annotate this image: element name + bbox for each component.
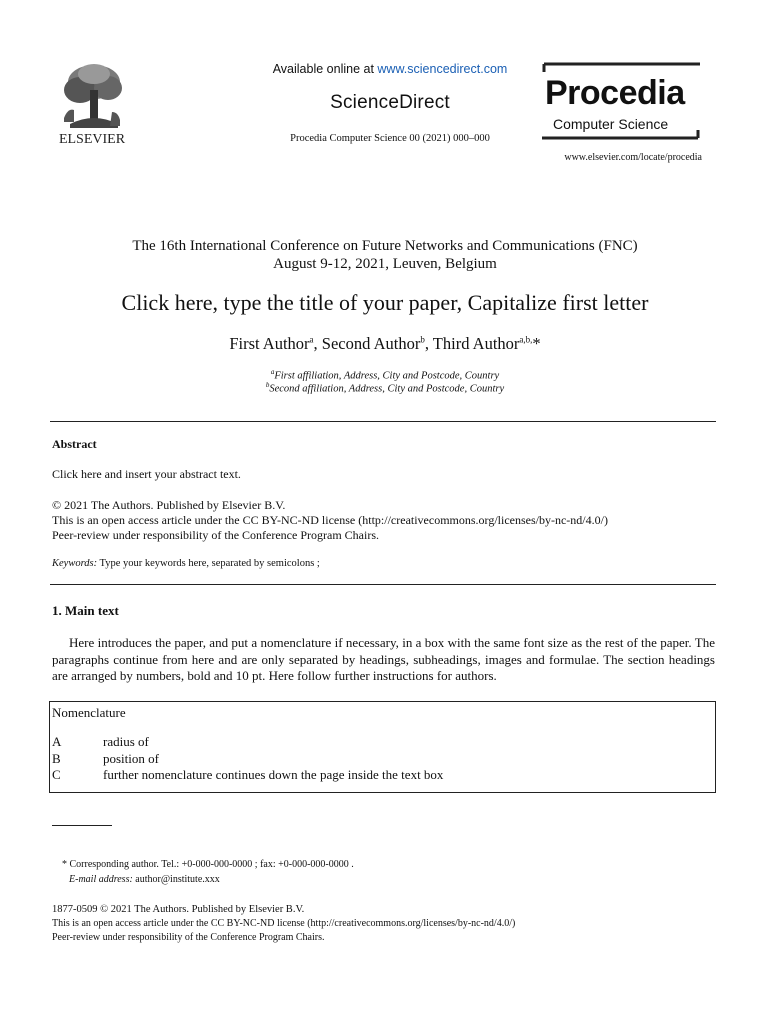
copyright-line: © 2021 The Authors. Published by Elsevier B.V. <box>52 498 286 512</box>
footnote-rule <box>52 825 112 826</box>
peer-review-line: Peer-review under responsibility of the Conference Program Chairs. <box>52 528 379 542</box>
keywords-text[interactable]: Type your keywords here, separated by semicolons ; <box>97 558 320 569</box>
nomenclature-description: radius of <box>103 734 149 749</box>
keywords-line <box>52 558 320 569</box>
paper-title[interactable]: Click here, type the title of your paper, Capitalize first letter <box>121 290 649 315</box>
locate-url[interactable]: www.elsevier.com/locate/procedia <box>564 152 702 163</box>
nomenclature-symbol: A <box>52 734 62 749</box>
keywords-label: Keywords: <box>52 558 98 569</box>
sciencedirect-brand: ScienceDirect <box>330 92 450 113</box>
email-label: E-mail address: <box>69 874 133 885</box>
abstract-text[interactable]: Click here and insert your abstract text. <box>52 467 241 481</box>
journal-reference: Procedia Computer Science 00 (2021) 000–000 <box>290 133 490 144</box>
nomenclature-symbol: B <box>52 751 61 766</box>
publisher-wordmark: ELSEVIER <box>58 132 126 147</box>
author-2[interactable]: Second Author$^b$, <box>321 334 433 353</box>
abstract-top-rule <box>50 421 716 422</box>
conference-date-location: August 9-12, 2021, Leuven, Belgium <box>273 256 497 272</box>
elsevier-tree-icon <box>64 64 122 128</box>
availability-prefix: Available online at <box>272 62 378 76</box>
footer-license-line: This is an open access article under the CC BY-NC-ND license (http://creativecommons.org/licenses/by-nc-nd/4.0/) <box>52 918 516 929</box>
availability-line <box>190 62 590 76</box>
nomenclature-description: further nomenclature continues down the page inside the text box <box>103 767 444 782</box>
author-3[interactable]: Third Author$^{a,b,}$ <box>432 334 533 353</box>
procedia-wordmark: Procedia <box>545 74 685 112</box>
corresponding-mark: * <box>532 334 541 353</box>
elsevier-logo <box>50 60 134 148</box>
footer-peer-review-line: Peer-review under responsibility of the Conference Program Chairs. <box>52 932 325 943</box>
sciencedirect-link[interactable]: www.sciencedirect.com <box>377 62 508 76</box>
corresponding-author-note: * Corresponding author. Tel.: +0-000-000-0000 ; fax: +0-000-000-0000 . <box>62 859 354 870</box>
section-paragraph[interactable]: Here introduces the paper, and put a nomenclature if necessary, in a box with the same font size as the rest of the paper. The paragraphs continue from here and are only separated by headings, subheadings, images and formulae. The section headings are arranged by numbers, bold and 10 pt. Here follow further instructions for authors. <box>52 635 715 683</box>
section-heading: 1. Main text <box>52 603 119 618</box>
nomenclature-description: position of <box>103 751 159 766</box>
author-list <box>40 334 730 354</box>
conference-name: The 16th International Conference on Future Networks and Communications (FNC) <box>132 238 638 254</box>
email-address[interactable]: author@institute.xxx <box>132 874 220 885</box>
nomenclature-heading: Nomenclature <box>52 705 126 720</box>
abstract-bottom-rule <box>50 584 716 585</box>
affiliation-2: $^b$Second affiliation, Address, City and Postcode, Country <box>265 381 505 395</box>
procedia-subtitle: Computer Science <box>553 116 669 132</box>
issn-line: 1877-0509 © 2021 The Authors. Published by Elsevier B.V. <box>52 904 305 915</box>
author-1[interactable]: First Author$^a$, <box>229 334 322 353</box>
nomenclature-symbol: C <box>52 767 61 782</box>
affiliation-1: $^a$First affiliation, Address, City and Postcode, Country <box>270 368 500 382</box>
abstract-heading: Abstract <box>52 437 97 451</box>
email-note <box>69 874 220 885</box>
license-line: This is an open access article under the CC BY-NC-ND license (http://creativecommons.org/licenses/by-nc-nd/4.0/) <box>52 513 608 527</box>
